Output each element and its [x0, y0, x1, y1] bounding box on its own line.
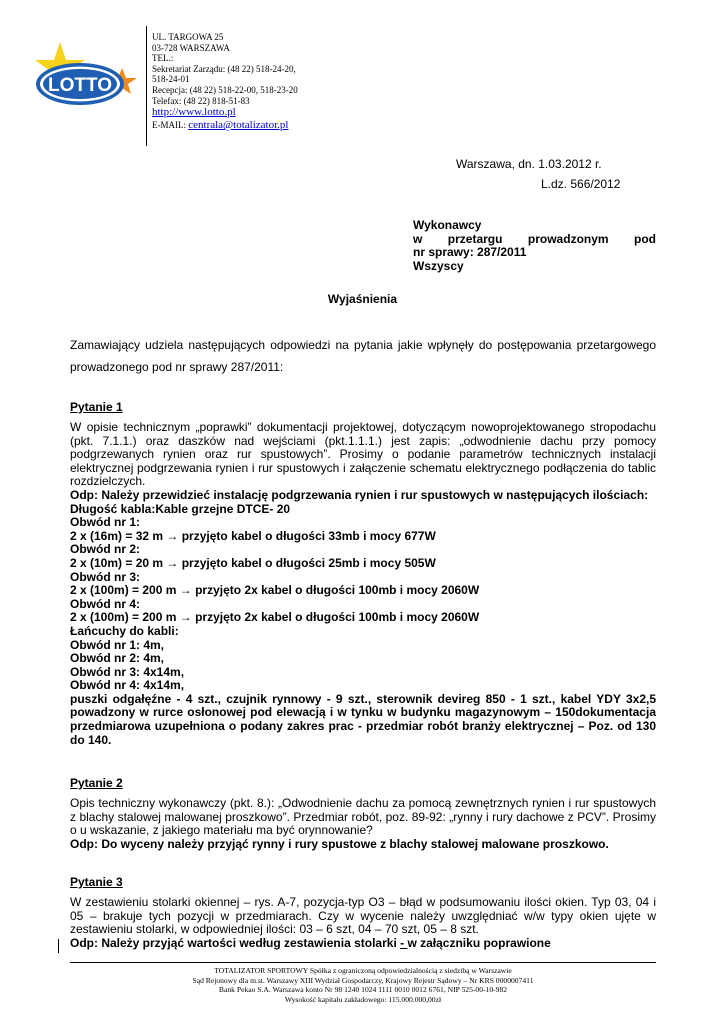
question-3-heading: Pytanie 3: [70, 875, 123, 889]
answer-line: Obwód nr 4: 4x14m,: [70, 678, 185, 693]
answer-line: Odp: Należy przewidzieć instalację podgrzewania rynien i rur spustowych w następujących ilościach:: [70, 487, 649, 502]
email-label: E-MAIL:: [152, 120, 189, 131]
letterhead-contact: [152, 32, 352, 132]
address-line-2: 03-728 WARSZAWA: [152, 42, 230, 53]
board-phone: Sekretariat Zarządu: (48 22) 518-24-20,: [152, 63, 296, 74]
question-1-text: W opisie technicznym „poprawki” dokumentacji projektowej, dotyczącym nowoprojektowanego stropodachu (pkt. 7.1.1.) oraz daszków nad wejściami (pkt.1.1.1.) jest zapis: „odwodnienie dachu przy pomocy podgrzewanych rynien oraz rur spustowych”. Prosimy o podanie parametrów technicznych instalacji elektrycznej podgrzewania rynien i rur spustowych i załączenie schematu elektrycznego podłączenia do tablic rozdzielczych.: [70, 420, 656, 489]
question-2-heading: Pytanie 2: [70, 776, 123, 790]
question-1-answer: [70, 489, 656, 747]
reception-phone: Recepcja: (48 22) 518-22-00, 518-23-20: [152, 84, 298, 95]
recipient-line-4: Wszyscy: [413, 258, 464, 273]
letterhead-divider: [146, 26, 147, 146]
svg-text:LOTTO: LOTTO: [47, 75, 113, 96]
answer-line: Łańcuchy do kabli:: [70, 623, 179, 638]
question-2-section: [70, 776, 656, 851]
recipient-line-1: Wykonawcy: [413, 218, 482, 232]
tel-label: TEL.:: [152, 53, 174, 64]
question-2-text: Opis techniczny wykonawczy (pkt. 8.): „Odwodnienie dachu za pomocą zewnętrznych rynien i rur spustowych z blachy stalowej malowanej proszkowo”. Przedmiar robót, poz. 89-92: „rynny i rury dachowe z PCV”. Prosimy o u wskazanie, z jakiego materiału ma być orynnowanie?: [70, 796, 656, 838]
footer: [70, 966, 656, 1004]
answer-line: 2 x (10m) = 20 m → przyjęto kabel o długości 25mb i mocy 505W: [70, 555, 436, 570]
answer-part: Odp: Należy przyjąć wartości według zestawienia stolarki: [70, 935, 401, 950]
ref-line: L.dz. 566/2012: [541, 177, 621, 191]
answer-line: Obwód nr 1:: [70, 515, 140, 530]
footer-line-3: Bank Pekao S.A. Warszawa konto Nr 98 1240 1024 1111 0010 0012 6761, NIP 525-00-10-982: [218, 985, 508, 994]
question-1-heading: Pytanie 1: [70, 400, 123, 414]
question-2-answer: Odp: Do wyceny należy przyjąć rynny i rury spustowe z blachy stalowej malowane proszkowo.: [70, 836, 609, 851]
change-bar: [58, 939, 59, 953]
answer-line: 2 x (100m) = 200 m → przyjęto 2x kabel o długości 100mb i mocy 2060W: [70, 610, 480, 625]
answer-tail: puszki odgałęźne - 4 szt., czujnik rynnowy - 9 szt., sterownik devireg 850 - 1 szt., kabel YDY 3x2,5 powadzony w rurce osłonowej pod elewacją i w tynku w budynku magazynowym – 150dokumentacja przedmiarowa uzupełniona o podany zakres prac - przedmiar robót branży elektrycznej – Poz. od 130 do 140.: [70, 691, 656, 747]
lotto-logo-graphic: [30, 40, 140, 110]
answer-line: Obwód nr 2:: [70, 542, 140, 557]
email-link[interactable]: centrala@totalizator.pl: [188, 119, 289, 132]
question-3-text: W zestawieniu stolarki okiennej – rys. A-7, pozycja-typ O3 – błąd w podsumowaniu ilości okien. Typ 03, 04 i 05 – brakuje tych pozycji w przedmiarach. Czy w wycenie należy uwzględniać w/w typy okien ujęte w zestawieniu stolarki, w odpowiedniej ilości: 03 – 6 szt, 04 – 70 szt, 05 – 8 szt.: [70, 895, 656, 937]
footer-line-4: Wysokość kapitału zakładowego: 115.000.000,00zł: [284, 994, 442, 1004]
question-3-section: [70, 875, 656, 950]
tracked-change: -: [400, 935, 408, 950]
answer-line: Obwód nr 1: 4m,: [70, 637, 165, 652]
footer-line-1: TOTALIZATOR SPORTOWY Spółka z ograniczoną odpowiedzialnością z siedzibą w Warszawie: [214, 966, 512, 975]
lotto-logo: [30, 40, 140, 110]
recipient-block: [413, 219, 656, 273]
question-1-section: [70, 400, 656, 747]
recipient-line-2: w przetargu prowadzonym pod: [413, 231, 656, 246]
question-3-answer: [70, 937, 656, 951]
recipient-line-3: nr sprawy: 287/2011: [413, 245, 527, 259]
fax-line: Telefax: (48 22) 818-51-83: [152, 95, 250, 106]
address-line-1: UL. TARGOWA 25: [152, 32, 224, 42]
date-ref-block: [456, 154, 660, 194]
answer-line: Obwód nr 3:: [70, 569, 140, 584]
answer-part: w załączniku poprawione: [407, 935, 551, 950]
website-link[interactable]: http://www.lotto.pl: [152, 106, 236, 119]
document-title: Wyjaśnienia: [327, 292, 398, 306]
email-row: [152, 119, 352, 132]
footer-line-2: Sąd Rejonowy dla m.st. Warszawy XIII Wydział Gospodarczy, Krajowy Rejestr Sądowy – Nr KRS 0000007411: [192, 975, 534, 985]
answer-line: Obwód nr 3: 4x14m,: [70, 664, 185, 679]
answer-line: Długość kabla:Kable grzejne DTCE- 20: [70, 501, 291, 516]
answer-line: 2 x (16m) = 32 m → przyjęto kabel o długości 33mb i mocy 677W: [70, 528, 436, 543]
answer-line: 2 x (100m) = 200 m → przyjęto 2x kabel o długości 100mb i mocy 2060W: [70, 583, 480, 598]
footer-divider: [70, 962, 656, 963]
date-line: Warszawa, dn. 1.03.2012 r.: [456, 157, 602, 171]
intro-paragraph: Zamawiający udziela następujących odpowiedzi na pytania jakie wpłynęły do postępowania przetargowego prowadzonego pod nr sprawy 287/2011:: [70, 338, 656, 374]
board-phone-2: 518-24-01: [152, 74, 190, 85]
answer-line: Obwód nr 2: 4m,: [70, 651, 165, 666]
answer-line: Obwód nr 4:: [70, 596, 140, 611]
